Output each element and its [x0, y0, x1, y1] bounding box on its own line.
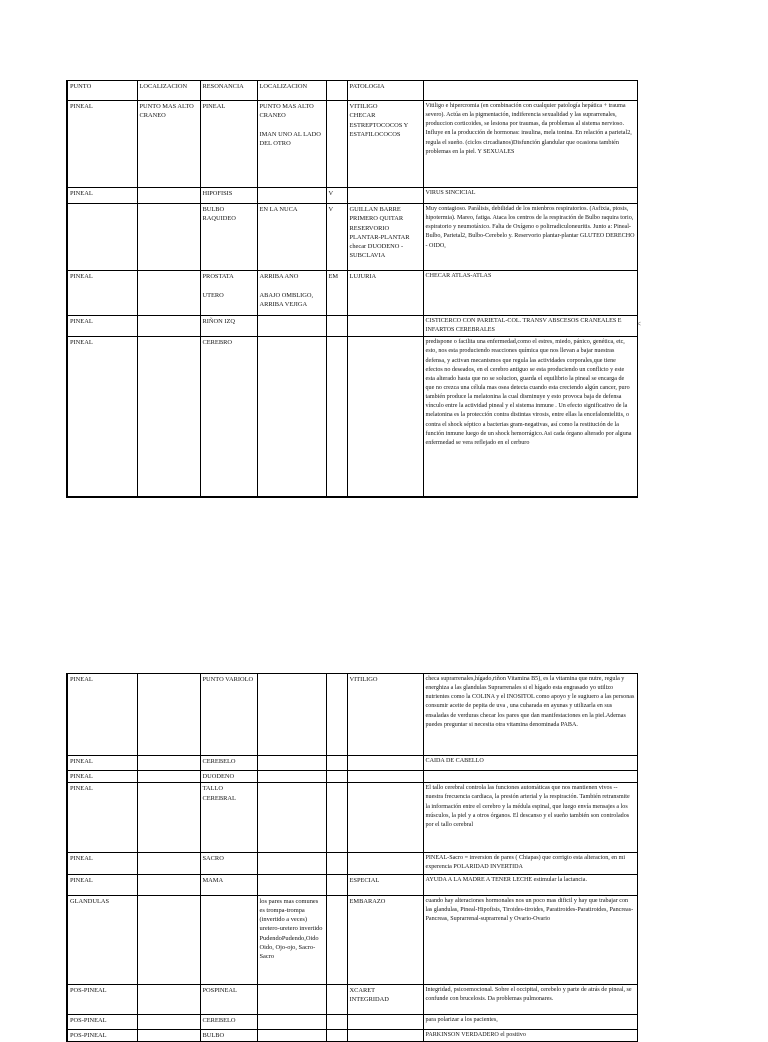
cell-localizacion-2 [257, 771, 326, 783]
cell-resonancia: BULBO RAQUIDEO [200, 204, 257, 271]
cell-localizacion-2 [257, 316, 326, 337]
cell-localizacion-2: ARRIBA ANO ABAJO OMBLIGO, ARRIBA VEJIGA [257, 271, 326, 316]
cell-descripcion: predispone o facilita una enfermedad,como el estres, miedo, pánico, genética, etc, esto, nos esta produciendo reacciones química que nos llevan a bajar nuestras defensa, y activan mecanismos que regula las actividades corporales,que tiene efectos no deseados, en el cerebro antiguo se esta produciendo un conflicto y este esta alterado hasta que no se solucion, guarda el equilibrio la pineal se encarga de que no crezca una célula mas osea detecta cuando esta creciendo algún cancer, puro también produce la melatonina la cual disminuye y esto provoca baja de defensa vínculo entre la actividad pineal y el sistema inmune . Un efecto significativo de la melatonina es la protección contra distintas virosis, entre ellas la encefalomielitis, o contra el shock séptico a bacterias gram-negativas, así como la restitución de la función inmune luego de un shock hemorrágico.Asi cada órgano alterado por alguna enfermedad se vera reflejado en el cerburo [423, 337, 637, 497]
cell-punto [67, 204, 137, 271]
table-row [67, 271, 637, 316]
cell-descripcion: para polarizar a los pacientes, [423, 1014, 637, 1029]
table-row [67, 674, 637, 756]
cell-resonancia: CEREBELO [200, 756, 257, 771]
cell-patologia [347, 783, 423, 853]
table-header-row [67, 81, 637, 101]
cell-patologia [347, 756, 423, 771]
cell-resonancia: TALLO CEREBRAL [200, 783, 257, 853]
cell-marker: V [326, 188, 347, 204]
cell-localizacion [137, 316, 200, 337]
cell-localizacion [137, 674, 200, 756]
cell-localizacion-2 [257, 874, 326, 895]
cell-localizacion [137, 337, 200, 497]
table-row [67, 337, 637, 497]
pairs-table-1 [66, 80, 638, 498]
cell-patologia [347, 316, 423, 337]
cell-punto: PINEAL [67, 271, 137, 316]
table-row [67, 756, 637, 771]
header-resonancia: RESONANCIA [200, 81, 257, 101]
cell-localizacion-2 [257, 1014, 326, 1029]
cell-localizacion [137, 1014, 200, 1029]
cell-punto: PINEAL [67, 188, 137, 204]
header-punto: PUNTO [67, 81, 137, 101]
cell-punto: PINEAL [67, 674, 137, 756]
cell-marker [326, 316, 347, 337]
cell-resonancia [200, 895, 257, 984]
cell-descripcion: CAIDA DE CABELLO [423, 756, 637, 771]
table-row [67, 188, 637, 204]
cell-descripcion: AYUDA A LA MADRE A TENER LECHE estimular la lactancia. [423, 874, 637, 895]
cell-patologia: VITILIGO [347, 674, 423, 756]
cell-marker [326, 771, 347, 783]
cell-marker [326, 984, 347, 1014]
cell-descripcion: PARKINSON VERDADERO el positivo [423, 1029, 637, 1041]
cell-patologia: GUILLAN BARRE PRIMERO QUITAR RESERVORIO PLANTAR-PLANTAR checar DUODENO - SUBCLAVIA [347, 204, 423, 271]
cell-patologia: XCARET INTEGRIDAD [347, 984, 423, 1014]
cell-marker [326, 101, 347, 188]
cell-resonancia: BULBO [200, 1029, 257, 1041]
cell-localizacion [137, 756, 200, 771]
cell-patologia: ESPECIAL [347, 874, 423, 895]
cell-patologia [347, 1014, 423, 1029]
cell-resonancia: PINEAL [200, 101, 257, 188]
cell-localizacion: PUNTO MAS ALTO CRANEO [137, 101, 200, 188]
cell-punto: PINEAL [67, 783, 137, 853]
cell-descripcion: cuando hay alteraciones hormonales nos un poco mas dificil y hay que trabajar con las glandulas, Pineal-Hipofisis, Tiroides-tiroides, Paratiroides-Paratiroides, Pancreas-Pancreas, Suprarrenal-suprarrenal y Ovario-Ovario [423, 895, 637, 984]
cell-marker [326, 1014, 347, 1029]
cell-marker: V [326, 204, 347, 271]
cell-patologia [347, 1029, 423, 1041]
cell-descripcion: checa suprarrenales,hígado,riñon Vitamina B5), es la vitamina que nutre, regula y energhiza a las glandulas Suprarrenales si el hígado esta engrasado yo utilizo nutrientes como la COLINA y el INOSITOL como apoyo y le sugiuero a las personas consumir aceite de pepita de uva , una cuharada en ayunas y utilizarla en sus ensaladas de verduras checar los pares que dan manifestaciones en la piel.Ademas puedes preguntar si necesita otra vitamina denominada PABA. [423, 674, 637, 756]
cell-localizacion-2: PUNTO MAS ALTO CRANEO IMAN UNO AL LADO DEL OTRO [257, 101, 326, 188]
cell-punto: POS-PINEAL [67, 984, 137, 1014]
cell-punto: GLANDULAS [67, 895, 137, 984]
table-row [67, 771, 637, 783]
cell-resonancia: MAMA [200, 874, 257, 895]
table-row [67, 874, 637, 895]
cell-marker [326, 756, 347, 771]
cell-patologia [347, 771, 423, 783]
cell-marker [326, 783, 347, 853]
header-descripcion [423, 81, 637, 101]
cell-punto: PINEAL [67, 316, 137, 337]
cell-punto: PINEAL [67, 337, 137, 497]
table-row [67, 316, 637, 337]
cell-patologia: VITILIGO CHECAR ESTREPTOCOCOS Y ESTAFILOCOCOS [347, 101, 423, 188]
cell-descripcion: Muy contagioso. Parálisis, debilidad de los mienbros respiratorios. (Asfixia, ptosis, hipotermia). Mareo, fatiga. Ataca los centros de la respiración de Bulbo raquira torio, espiratorio y neumotáxico. Falta de Oxígeno o polirradiculoneuritis. Junto a: Pineal-Bulbo, Parietal2, Bulbo-Cerebelo y. Reservorio plantar-plantar GLUTEO DERECHO - OIDO, [423, 204, 637, 271]
cell-localizacion-2 [257, 984, 326, 1014]
cell-resonancia: POSPINEAL [200, 984, 257, 1014]
cell-localizacion [137, 1029, 200, 1041]
cell-descripcion: VIRUS SINCICIAL [423, 188, 637, 204]
pairs-table-2 [66, 673, 638, 1042]
cell-localizacion-2 [257, 337, 326, 497]
cell-punto: PINEAL [67, 874, 137, 895]
cell-localizacion [137, 188, 200, 204]
table-row [67, 984, 637, 1014]
cell-resonancia: CEREBELO [200, 1014, 257, 1029]
cell-localizacion [137, 874, 200, 895]
cell-patologia: EMBARAZO [347, 895, 423, 984]
cell-descripcion: Vitiligo e hipercromia (en combinación con cualquier patología hepática + trauma severo). Actúa en la pigmentación, indiferencia sexualidad y las suprarrenales, produccion corticoides, se lesiona por traumas, da problemas al sistema nervioso. Influye en la producción de hormonas: insulina, mela tonina. En relación a parietal2, regula el sueño. (ciclos circadianos)Disfunción glandular que ocasiona también problemas en la piel. Y SEXUALES [423, 101, 637, 188]
pairs-table-1-body [67, 81, 637, 497]
header-localizacion: LOCALIZACION [137, 81, 200, 101]
cell-localizacion [137, 783, 200, 853]
cell-marker [326, 674, 347, 756]
cell-descripcion: Integridad, psicoemocional. Sobre el occipital, cerebelo y parte de atrás de pineal, se confunde con brucelosis. Da problemas pulmonares. [423, 984, 637, 1014]
table-row [67, 1014, 637, 1029]
cell-marker: EM [326, 271, 347, 316]
table-row [67, 853, 637, 874]
cell-localizacion [137, 771, 200, 783]
stray-mark: < [637, 320, 641, 328]
cell-localizacion-2: EN LA NUCA [257, 204, 326, 271]
cell-localizacion [137, 853, 200, 874]
cell-resonancia: PROSTATA UTERO [200, 271, 257, 316]
cell-punto: PINEAL [67, 853, 137, 874]
cell-resonancia: DUODENO [200, 771, 257, 783]
table-row [67, 204, 637, 271]
cell-resonancia: CEREBRO [200, 337, 257, 497]
cell-resonancia: SACRO [200, 853, 257, 874]
cell-marker [326, 895, 347, 984]
cell-localizacion-2 [257, 1029, 326, 1041]
cell-patologia: LUJURIA [347, 271, 423, 316]
cell-localizacion [137, 204, 200, 271]
pairs-table-2-body [67, 674, 637, 1042]
header-localizacion-2: LOCALIZACION [257, 81, 326, 101]
cell-localizacion-2: los pares mas comunes es trompa-trompa (invertido a veces) uretero-uretero invertido PudendoPudendo,Oido Oido, Ojo-ojo, Sacro-Sacro [257, 895, 326, 984]
header-blank [326, 81, 347, 101]
table-row [67, 101, 637, 188]
cell-patologia [347, 188, 423, 204]
cell-localizacion-2 [257, 756, 326, 771]
cell-resonancia: HIPOFISIS [200, 188, 257, 204]
cell-localizacion-2 [257, 188, 326, 204]
table-row [67, 895, 637, 984]
cell-descripcion: El tallo cerebral controla las funciones automáticas que nos mantienen vivos -- nuestra frecuencia cardiaca, la presión arterial y la respiración. También retransmite la información entre el cerebro y la médula espinal, que luego envía mensajes a los músculos, la piel y a otros órganos. El descanso y el sueño también son controlados por el tallo cerebral [423, 783, 637, 853]
cell-marker [326, 853, 347, 874]
cell-localizacion-2 [257, 783, 326, 853]
cell-resonancia: PUNTO VARIOLO [200, 674, 257, 756]
cell-descripcion: PINEAL-Sacro = inversion de pares ( Chiapas) que corrigio esta alteracion, en mi experencia POLARIDAD INVERTIDA [423, 853, 637, 874]
cell-marker [326, 1029, 347, 1041]
cell-descripcion [423, 771, 637, 783]
cell-localizacion-2 [257, 674, 326, 756]
cell-localizacion-2 [257, 853, 326, 874]
cell-punto: PINEAL [67, 771, 137, 783]
cell-marker [326, 874, 347, 895]
table-row [67, 1029, 637, 1041]
cell-descripcion: CISTICERCO CON PARIETAL-COL. TRANSV ABSCESOS CRANEALES E INFARTOS CEREBRALES [423, 316, 637, 337]
cell-marker [326, 337, 347, 497]
cell-patologia [347, 853, 423, 874]
cell-descripcion: CHECAR ATLAS-ATLAS [423, 271, 637, 316]
cell-localizacion [137, 984, 200, 1014]
cell-resonancia: RIÑON IZQ [200, 316, 257, 337]
cell-localizacion [137, 895, 200, 984]
cell-localizacion [137, 271, 200, 316]
cell-patologia [347, 337, 423, 497]
cell-punto: POS-PINEAL [67, 1014, 137, 1029]
table-row [67, 783, 637, 853]
cell-punto: PINEAL [67, 756, 137, 771]
cell-punto: POS-PINEAL [67, 1029, 137, 1041]
header-patologia: PATOLOGIA [347, 81, 423, 101]
cell-punto: PINEAL [67, 101, 137, 188]
